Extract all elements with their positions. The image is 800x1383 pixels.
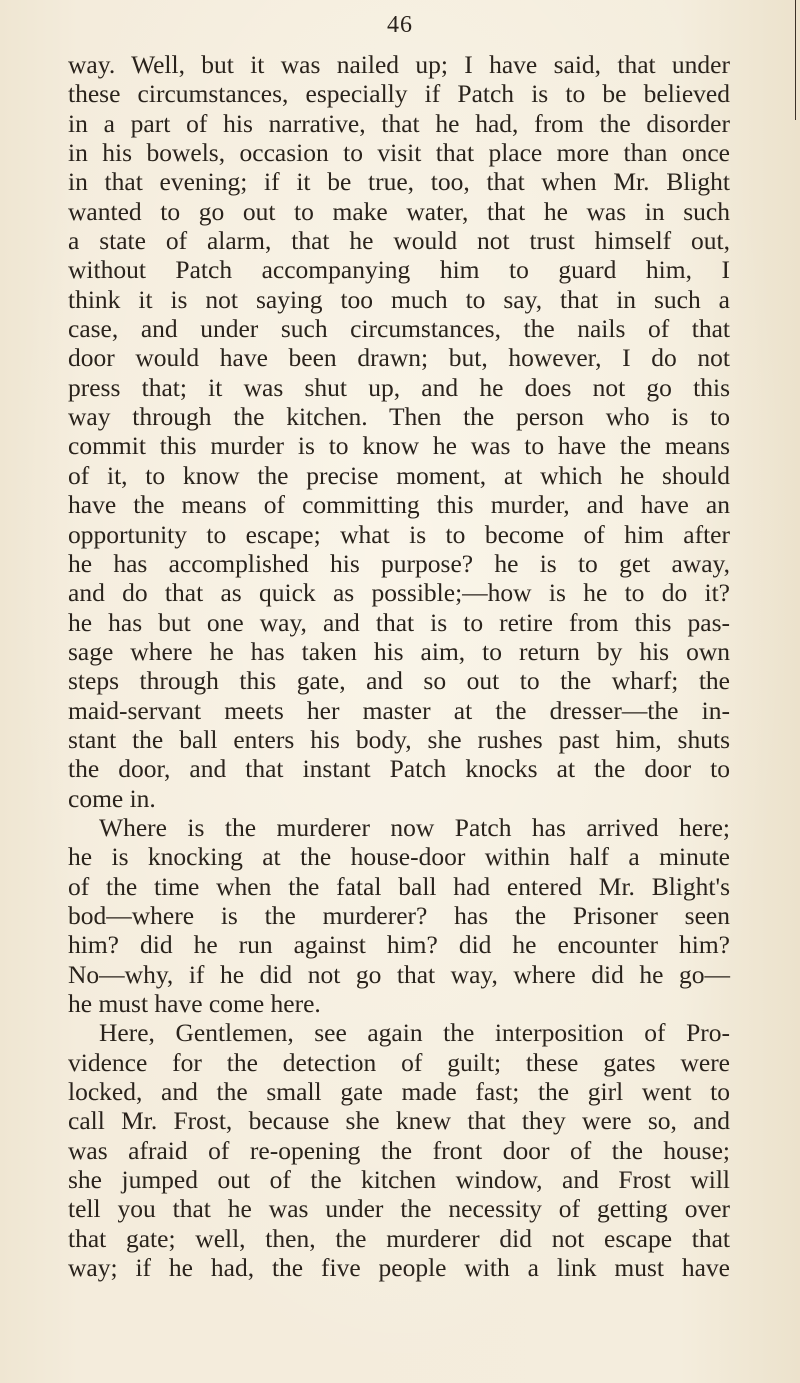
page-number: 46 <box>387 12 413 38</box>
text-line: and do that as quick as possible;—how is he to do it? <box>68 578 730 608</box>
text-line: have the means of committing this murder, and have an <box>68 490 730 520</box>
text-line: of the time when the fatal ball had entered Mr. Blight's <box>68 871 730 901</box>
text-line: call Mr. Frost, because she knew that they were so, and <box>68 1106 730 1136</box>
text-line: he has accomplished his purpose? he is to get away, <box>68 548 730 578</box>
text-line: of it, to know the precise moment, at which he should <box>68 460 730 490</box>
text-line: think it is not saying too much to say, that in such a <box>68 284 730 314</box>
text-line: sage where he has taken his aim, to return by his own <box>68 636 730 666</box>
text-line: No—why, if he did not go that way, where did he go— <box>68 959 730 989</box>
text-line: opportunity to escape; what is to become of him after <box>68 519 730 549</box>
text-line: maid-servant meets her master at the dresser—the in- <box>68 695 730 725</box>
text-line: these circumstances, especially if Patch is to be believed <box>68 79 730 109</box>
text-line: a state of alarm, that he would not trust himself out, <box>68 226 730 256</box>
text-line: he is knocking at the house-door within half a minute <box>68 842 730 872</box>
text-line: press that; it was shut up, and he does not go this <box>68 372 730 402</box>
page-edge-shadow <box>795 0 796 120</box>
text-line: tell you that he was under the necessity of getting over <box>68 1194 730 1224</box>
text-line: case, and under such circumstances, the nails of that <box>68 314 730 344</box>
text-line: in his bowels, occasion to visit that place more than once <box>68 138 730 168</box>
text-line: stant the ball enters his body, she rushes past him, shuts <box>68 724 730 754</box>
text-line: commit this murder is to know he was to have the means <box>68 431 730 461</box>
text-line: locked, and the small gate made fast; the girl went to <box>68 1077 730 1107</box>
text-line: without Patch accompanying him to guard him, I <box>68 255 730 285</box>
text-line: he has but one way, and that is to retire from this pas- <box>68 607 730 637</box>
text-line: way through the kitchen. Then the person who is to <box>68 402 730 432</box>
text-line: way. Well, but it was nailed up; I have said, that under <box>68 50 730 79</box>
text-line: she jumped out of the kitchen window, and Frost will <box>68 1165 730 1195</box>
text-line: in that evening; if it be true, too, that when Mr. Blight <box>68 167 730 197</box>
text-line: he must have come here. <box>68 989 321 1018</box>
text-line: come in. <box>68 783 156 813</box>
text-line: him? did he run against him? did he encounter him? <box>68 930 730 960</box>
text-line: was afraid of re-opening the front door of the house; <box>68 1135 730 1165</box>
text-line: vidence for the detection of guilt; these gates were <box>68 1047 730 1077</box>
text-line: bod—where is the murderer? has the Prisoner seen <box>68 900 730 930</box>
text-line: way; if he had, the five people with a link must have <box>68 1253 730 1283</box>
text-line: steps through this gate, and so out to the wharf; the <box>68 666 730 696</box>
text-line: door would have been drawn; but, however, I do not <box>68 343 730 373</box>
paragraph-first-line: Where is the murderer now Patch has arrived here; <box>99 812 730 842</box>
body-text <box>68 50 730 1282</box>
text-line: wanted to go out to make water, that he was in such <box>68 196 730 226</box>
text-line: in a part of his narrative, that he had, from the disorder <box>68 108 730 138</box>
text-line: the door, and that instant Patch knocks at the door to <box>68 754 730 784</box>
text-line: that gate; well, then, the murderer did not escape that <box>68 1223 730 1253</box>
paragraph-first-line: Here, Gentlemen, see again the interposition of Pro- <box>99 1018 730 1048</box>
